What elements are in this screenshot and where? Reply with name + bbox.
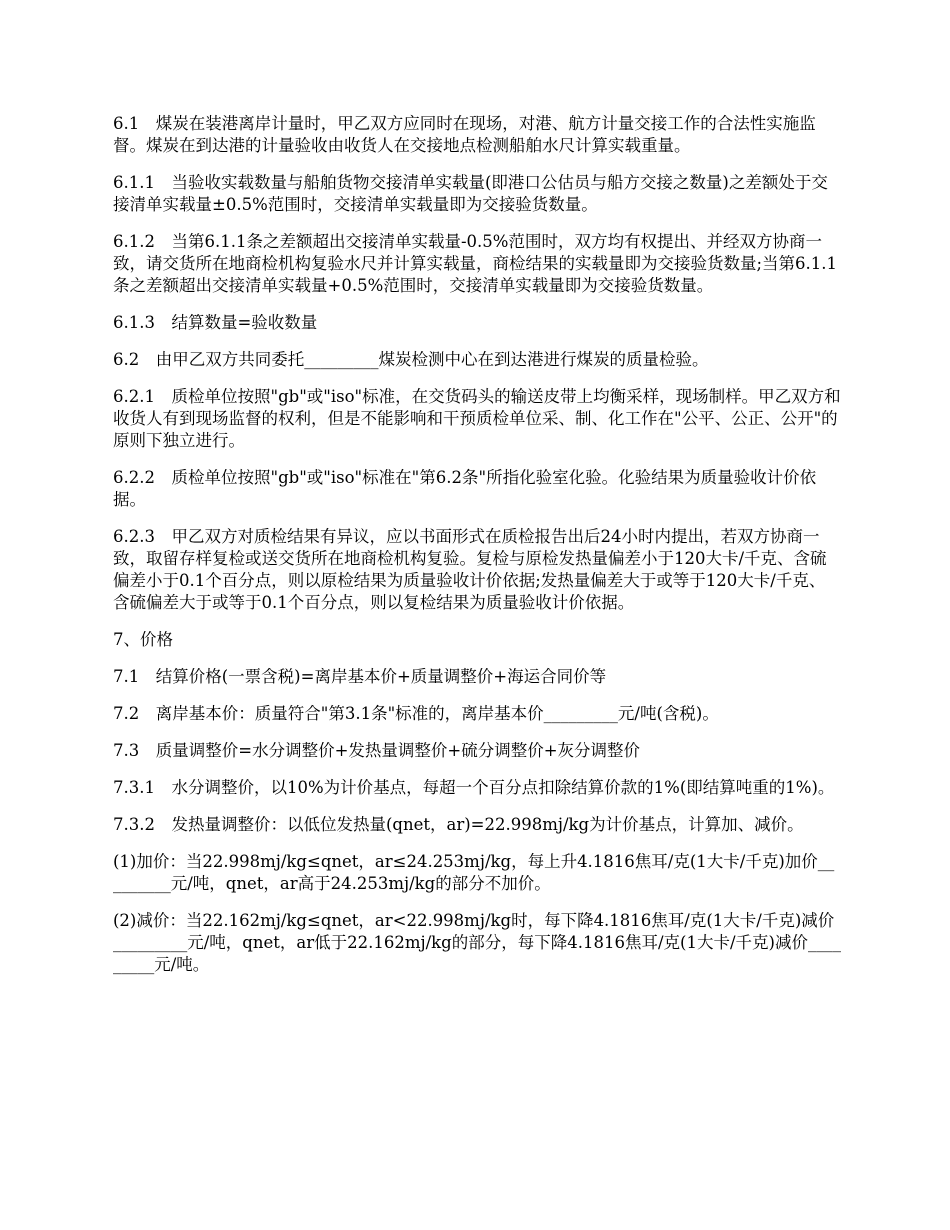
clause-6-2-1: 6.2.1 质检单位按照"gb"或"iso"标准，在交货码头的输送皮带上均衡采样，现场制样。甲乙双方和收货人有到现场监督的权利，但是不能影响和干预质检单位采、制、化工作在"公平、公正、公开"的原则下独立进行。	[113, 387, 841, 450]
document-body	[113, 113, 841, 991]
clause-6-1-3: 6.1.3 结算数量=验收数量	[113, 313, 318, 332]
clause-7-3-2: 7.3.2 发热量调整价：以低位发热量(qnet，ar)=22.998mj/kg为计价基点，计算加、减价。	[113, 815, 804, 834]
clause-6-1-2: 6.1.2 当第6.1.1条之差额超出交接清单实载量-0.5%范围时，双方均有权提出、并经双方协商一致，请交货所在地商检机构复验水尺并计算实载量，商检结果的实载量即为交接验货数量;当第6.1.1条之差额超出交接清单实载量+0.5%范围时，交接清单实载量即为交接验货数量。	[113, 232, 838, 295]
clause-price-increase: (1)加价：当22.998mj/kg≤qnet，ar≤24.253mj/kg，每上升4.1816焦耳/克(1大卡/千克)加价_________元/吨，qnet，ar高于24.253mj/kg的部分不加价。	[113, 852, 835, 893]
clause-7-3: 7.3 质量调整价=水分调整价+发热量调整价+硫分调整价+灰分调整价	[113, 741, 641, 760]
clause-6-2-2: 6.2.2 质检单位按照"gb"或"iso"标准在"第6.2条"所指化验室化验。化验结果为质量验收计价依据。	[113, 468, 817, 509]
clause-6-1-1: 6.1.1 当验收实载数量与船舶货物交接清单实载量(即港口公估员与船方交接之数量)之差额处于交接清单实载量±0.5%范围时，交接清单实载量即为交接验货数量。	[113, 173, 828, 214]
clause-6-1: 6.1 煤炭在装港离岸计量时，甲乙双方应同时在现场，对港、航方计量交接工作的合法性实施监督。煤炭在到达港的计量验收由收货人在交接地点检测船舶水尺计算实载重量。	[113, 114, 816, 155]
section-heading-price: 7、价格	[113, 630, 173, 649]
clause-7-2: 7.2 离岸基本价：质量符合"第3.1条"标准的，离岸基本价_________元/吨(含税)。	[113, 704, 719, 723]
clause-6-2-3: 6.2.3 甲乙双方对质检结果有异议，应以书面形式在质检报告出后24小时内提出，若双方协商一致，取留存样复检或送交货所在地商检机构复验。复检与原检发热量偏差小于120大卡/千克、含硫偏差小于0.1个百分点，则以原检结果为质量验收计价依据;发热量偏差大于或等于120大卡/千克、含硫偏差大于或等于0.1个百分点，则以复检结果为质量验收计价依据。	[113, 527, 827, 612]
clause-6-2: 6.2 由甲乙双方共同委托_________煤炭检测中心在到达港进行煤炭的质量检验。	[113, 350, 709, 369]
clause-7-1: 7.1 结算价格(一票含税)=离岸基本价+质量调整价+海运合同价等	[113, 667, 607, 686]
clause-price-decrease: (2)减价：当22.162mj/kg≤qnet，ar<22.998mj/kg时，每下降4.1816焦耳/克(1大卡/千克)减价_________元/吨，qnet，ar低于22.162mj/kg的部分，每下降4.1816焦耳/克(1大卡/千克)减价_________元/吨。	[113, 911, 841, 974]
clause-7-3-1: 7.3.1 水分调整价，以10%为计价基点，每超一个百分点扣除结算价款的1%(即结算吨重的1%)。	[113, 778, 835, 797]
